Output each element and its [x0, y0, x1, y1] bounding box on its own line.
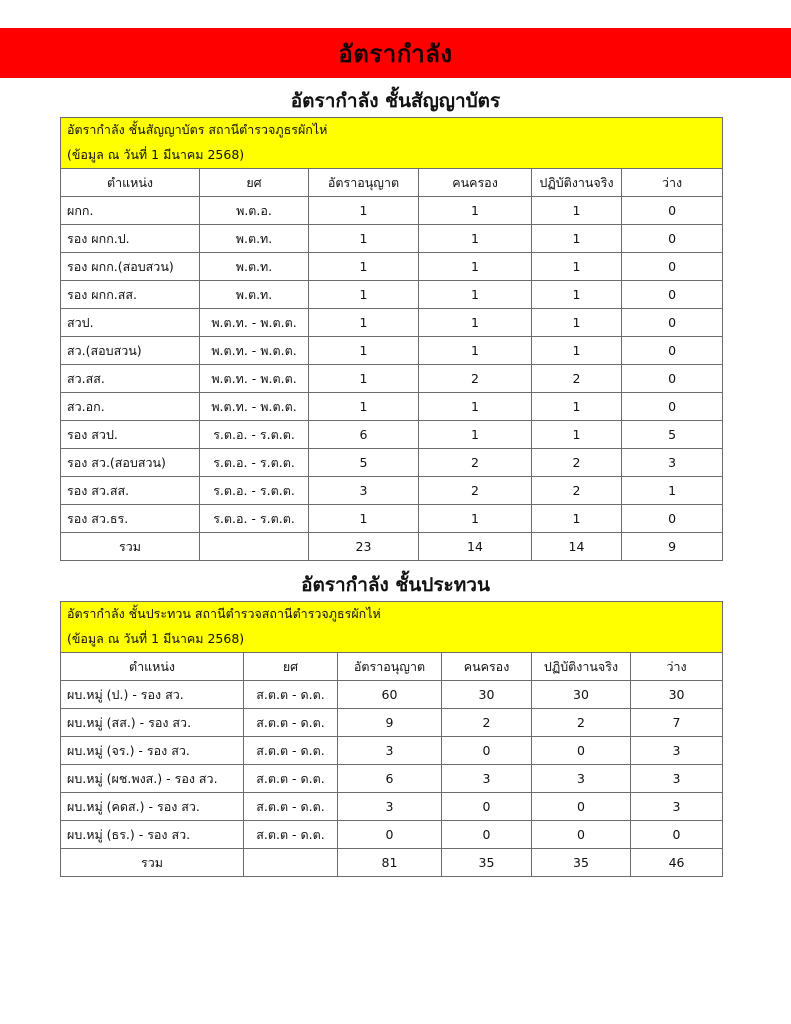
- occupied-cell: 2: [419, 449, 532, 477]
- position-cell: สว.อก.: [61, 393, 200, 421]
- table-row: [61, 477, 723, 505]
- table-row: [61, 281, 723, 309]
- noncommissioned-table: [60, 601, 723, 877]
- position-cell: ผบ.หมู่ (ผช.พงส.) - รอง สว.: [61, 765, 244, 793]
- rank-cell: ร.ต.อ. - ร.ต.ต.: [200, 505, 309, 533]
- on-duty-cell: 2: [532, 365, 622, 393]
- position-cell: ผบ.หมู่ (ธร.) - รอง สว.: [61, 821, 244, 849]
- total-on-duty-cell: 14: [532, 533, 622, 561]
- authorized-cell: 60: [338, 681, 442, 709]
- table-row: [61, 709, 723, 737]
- noncommissioned-caption-line1: อัตรากำลัง ชั้นประทวน สถานีตำรวจสถานีตำรวจภูธรผักไห่: [61, 602, 723, 627]
- on-duty-cell: 1: [532, 393, 622, 421]
- total-vacant-cell: 46: [631, 849, 723, 877]
- rank-cell: ส.ต.ต - ด.ต.: [244, 737, 338, 765]
- position-cell: รอง สวป.: [61, 421, 200, 449]
- authorized-cell: 0: [338, 821, 442, 849]
- vacant-cell: 0: [622, 365, 723, 393]
- rank-cell: ส.ต.ต - ด.ต.: [244, 681, 338, 709]
- noncommissioned-header-row: [61, 653, 723, 681]
- rank-cell: ร.ต.อ. - ร.ต.ต.: [200, 477, 309, 505]
- position-cell: รอง ผกก.สส.: [61, 281, 200, 309]
- rank-cell: พ.ต.อ.: [200, 197, 309, 225]
- total-on-duty-cell: 35: [532, 849, 631, 877]
- authorized-cell: 6: [309, 421, 419, 449]
- header-vacant: ว่าง: [622, 169, 723, 197]
- rank-cell: ร.ต.อ. - ร.ต.ต.: [200, 449, 309, 477]
- authorized-cell: 1: [309, 309, 419, 337]
- table-row: [61, 253, 723, 281]
- authorized-cell: 3: [338, 737, 442, 765]
- total-authorized-cell: 23: [309, 533, 419, 561]
- on-duty-cell: 1: [532, 197, 622, 225]
- position-cell: รอง ผกก.ป.: [61, 225, 200, 253]
- on-duty-cell: 0: [532, 737, 631, 765]
- table-row: [61, 197, 723, 225]
- occupied-cell: 1: [419, 225, 532, 253]
- vacant-cell: 7: [631, 709, 723, 737]
- rank-cell: พ.ต.ท. - พ.ต.ต.: [200, 393, 309, 421]
- on-duty-cell: 2: [532, 709, 631, 737]
- vacant-cell: 3: [631, 737, 723, 765]
- table-row: [61, 309, 723, 337]
- rank-cell: พ.ต.ท.: [200, 225, 309, 253]
- total-label: รวม: [61, 533, 200, 561]
- header-on-duty: ปฏิบัติงานจริง: [532, 653, 631, 681]
- header-vacant: ว่าง: [631, 653, 723, 681]
- table-row: [61, 337, 723, 365]
- occupied-cell: 30: [442, 681, 532, 709]
- noncommissioned-section-title: อัตรากำลัง ชั้นประทวน: [301, 574, 490, 596]
- rank-cell: พ.ต.ท. - พ.ต.ต.: [200, 337, 309, 365]
- authorized-cell: 1: [309, 197, 419, 225]
- occupied-cell: 1: [419, 309, 532, 337]
- rank-cell: พ.ต.ท. - พ.ต.ต.: [200, 365, 309, 393]
- noncommissioned-caption-line2: (ข้อมูล ณ วันที่ 1 มีนาคม 2568): [61, 626, 723, 653]
- rank-cell: ส.ต.ต - ด.ต.: [244, 821, 338, 849]
- position-cell: รอง สว.สส.: [61, 477, 200, 505]
- total-rank-cell: [244, 849, 338, 877]
- total-label: รวม: [61, 849, 244, 877]
- occupied-cell: 0: [442, 793, 532, 821]
- rank-cell: ส.ต.ต - ด.ต.: [244, 793, 338, 821]
- vacant-cell: 5: [622, 421, 723, 449]
- total-occupied-cell: 14: [419, 533, 532, 561]
- position-cell: ผบ.หมู่ (สส.) - รอง สว.: [61, 709, 244, 737]
- table-row: [61, 793, 723, 821]
- position-cell: ผบ.หมู่ (คดส.) - รอง สว.: [61, 793, 244, 821]
- position-cell: ผบ.หมู่ (จร.) - รอง สว.: [61, 737, 244, 765]
- header-position: ตำแหน่ง: [61, 169, 200, 197]
- table-row: [61, 421, 723, 449]
- commissioned-table: [60, 117, 723, 561]
- authorized-cell: 1: [309, 281, 419, 309]
- header-occupied: คนครอง: [442, 653, 532, 681]
- vacant-cell: 3: [631, 793, 723, 821]
- vacant-cell: 30: [631, 681, 723, 709]
- rank-cell: พ.ต.ท. - พ.ต.ต.: [200, 309, 309, 337]
- rank-cell: ร.ต.อ. - ร.ต.ต.: [200, 421, 309, 449]
- total-row: [61, 849, 723, 877]
- table-row: [61, 393, 723, 421]
- total-row: [61, 533, 723, 561]
- commissioned-section-title: อัตรากำลัง ชั้นสัญญาบัตร: [290, 90, 501, 112]
- authorized-cell: 9: [338, 709, 442, 737]
- on-duty-cell: 2: [532, 477, 622, 505]
- total-rank-cell: [200, 533, 309, 561]
- total-occupied-cell: 35: [442, 849, 532, 877]
- vacant-cell: 3: [622, 449, 723, 477]
- table-row: [61, 765, 723, 793]
- position-cell: รอง สว.(สอบสวน): [61, 449, 200, 477]
- header-position: ตำแหน่ง: [61, 653, 244, 681]
- rank-cell: พ.ต.ท.: [200, 253, 309, 281]
- vacant-cell: 0: [622, 309, 723, 337]
- occupied-cell: 1: [419, 505, 532, 533]
- occupied-cell: 1: [419, 197, 532, 225]
- vacant-cell: 0: [622, 505, 723, 533]
- vacant-cell: 0: [622, 253, 723, 281]
- position-cell: สว.(สอบสวน): [61, 337, 200, 365]
- commissioned-rows: [61, 197, 723, 561]
- total-authorized-cell: 81: [338, 849, 442, 877]
- commissioned-header-row: [61, 169, 723, 197]
- table-row: [61, 737, 723, 765]
- position-cell: รอง สว.ธร.: [61, 505, 200, 533]
- authorized-cell: 1: [309, 393, 419, 421]
- position-cell: สว.สส.: [61, 365, 200, 393]
- table-row: [61, 365, 723, 393]
- noncommissioned-rows: [61, 681, 723, 877]
- on-duty-cell: 1: [532, 309, 622, 337]
- vacant-cell: 0: [631, 821, 723, 849]
- on-duty-cell: 0: [532, 793, 631, 821]
- table-row: [61, 821, 723, 849]
- header-rank: ยศ: [200, 169, 309, 197]
- authorized-cell: 3: [309, 477, 419, 505]
- table-row: [61, 449, 723, 477]
- commissioned-caption-line1: อัตรากำลัง ชั้นสัญญาบัตร สถานีตำรวจภูธรผักไห่: [61, 118, 723, 143]
- position-cell: รอง ผกก.(สอบสวน): [61, 253, 200, 281]
- rank-cell: พ.ต.ท.: [200, 281, 309, 309]
- header-authorized: อัตราอนุญาต: [309, 169, 419, 197]
- page-banner: [0, 28, 791, 78]
- occupied-cell: 1: [419, 421, 532, 449]
- occupied-cell: 0: [442, 821, 532, 849]
- header-on-duty: ปฏิบัติงานจริง: [532, 169, 622, 197]
- commissioned-caption-line2: (ข้อมูล ณ วันที่ 1 มีนาคม 2568): [61, 142, 723, 169]
- vacant-cell: 0: [622, 337, 723, 365]
- vacant-cell: 0: [622, 393, 723, 421]
- authorized-cell: 3: [338, 793, 442, 821]
- on-duty-cell: 1: [532, 505, 622, 533]
- rank-cell: ส.ต.ต - ด.ต.: [244, 765, 338, 793]
- vacant-cell: 1: [622, 477, 723, 505]
- position-cell: สวป.: [61, 309, 200, 337]
- header-occupied: คนครอง: [419, 169, 532, 197]
- on-duty-cell: 1: [532, 225, 622, 253]
- table-row: [61, 225, 723, 253]
- on-duty-cell: 1: [532, 421, 622, 449]
- vacant-cell: 0: [622, 281, 723, 309]
- table-row: [61, 505, 723, 533]
- occupied-cell: 1: [419, 393, 532, 421]
- on-duty-cell: 2: [532, 449, 622, 477]
- occupied-cell: 1: [419, 253, 532, 281]
- total-vacant-cell: 9: [622, 533, 723, 561]
- on-duty-cell: 30: [532, 681, 631, 709]
- authorized-cell: 1: [309, 225, 419, 253]
- table-row: [61, 681, 723, 709]
- occupied-cell: 0: [442, 737, 532, 765]
- vacant-cell: 0: [622, 197, 723, 225]
- authorized-cell: 1: [309, 337, 419, 365]
- header-rank: ยศ: [244, 653, 338, 681]
- authorized-cell: 1: [309, 365, 419, 393]
- on-duty-cell: 0: [532, 821, 631, 849]
- authorized-cell: 1: [309, 253, 419, 281]
- authorized-cell: 1: [309, 505, 419, 533]
- on-duty-cell: 1: [532, 253, 622, 281]
- occupied-cell: 2: [419, 365, 532, 393]
- position-cell: ผกก.: [61, 197, 200, 225]
- on-duty-cell: 1: [532, 337, 622, 365]
- on-duty-cell: 1: [532, 281, 622, 309]
- header-authorized: อัตราอนุญาต: [338, 653, 442, 681]
- vacant-cell: 0: [622, 225, 723, 253]
- authorized-cell: 6: [338, 765, 442, 793]
- vacant-cell: 3: [631, 765, 723, 793]
- occupied-cell: 1: [419, 337, 532, 365]
- on-duty-cell: 3: [532, 765, 631, 793]
- position-cell: ผบ.หมู่ (ป.) - รอง สว.: [61, 681, 244, 709]
- authorized-cell: 5: [309, 449, 419, 477]
- rank-cell: ส.ต.ต - ด.ต.: [244, 709, 338, 737]
- page-title: อัตรากำลัง: [338, 38, 453, 68]
- occupied-cell: 2: [419, 477, 532, 505]
- occupied-cell: 3: [442, 765, 532, 793]
- occupied-cell: 1: [419, 281, 532, 309]
- occupied-cell: 2: [442, 709, 532, 737]
